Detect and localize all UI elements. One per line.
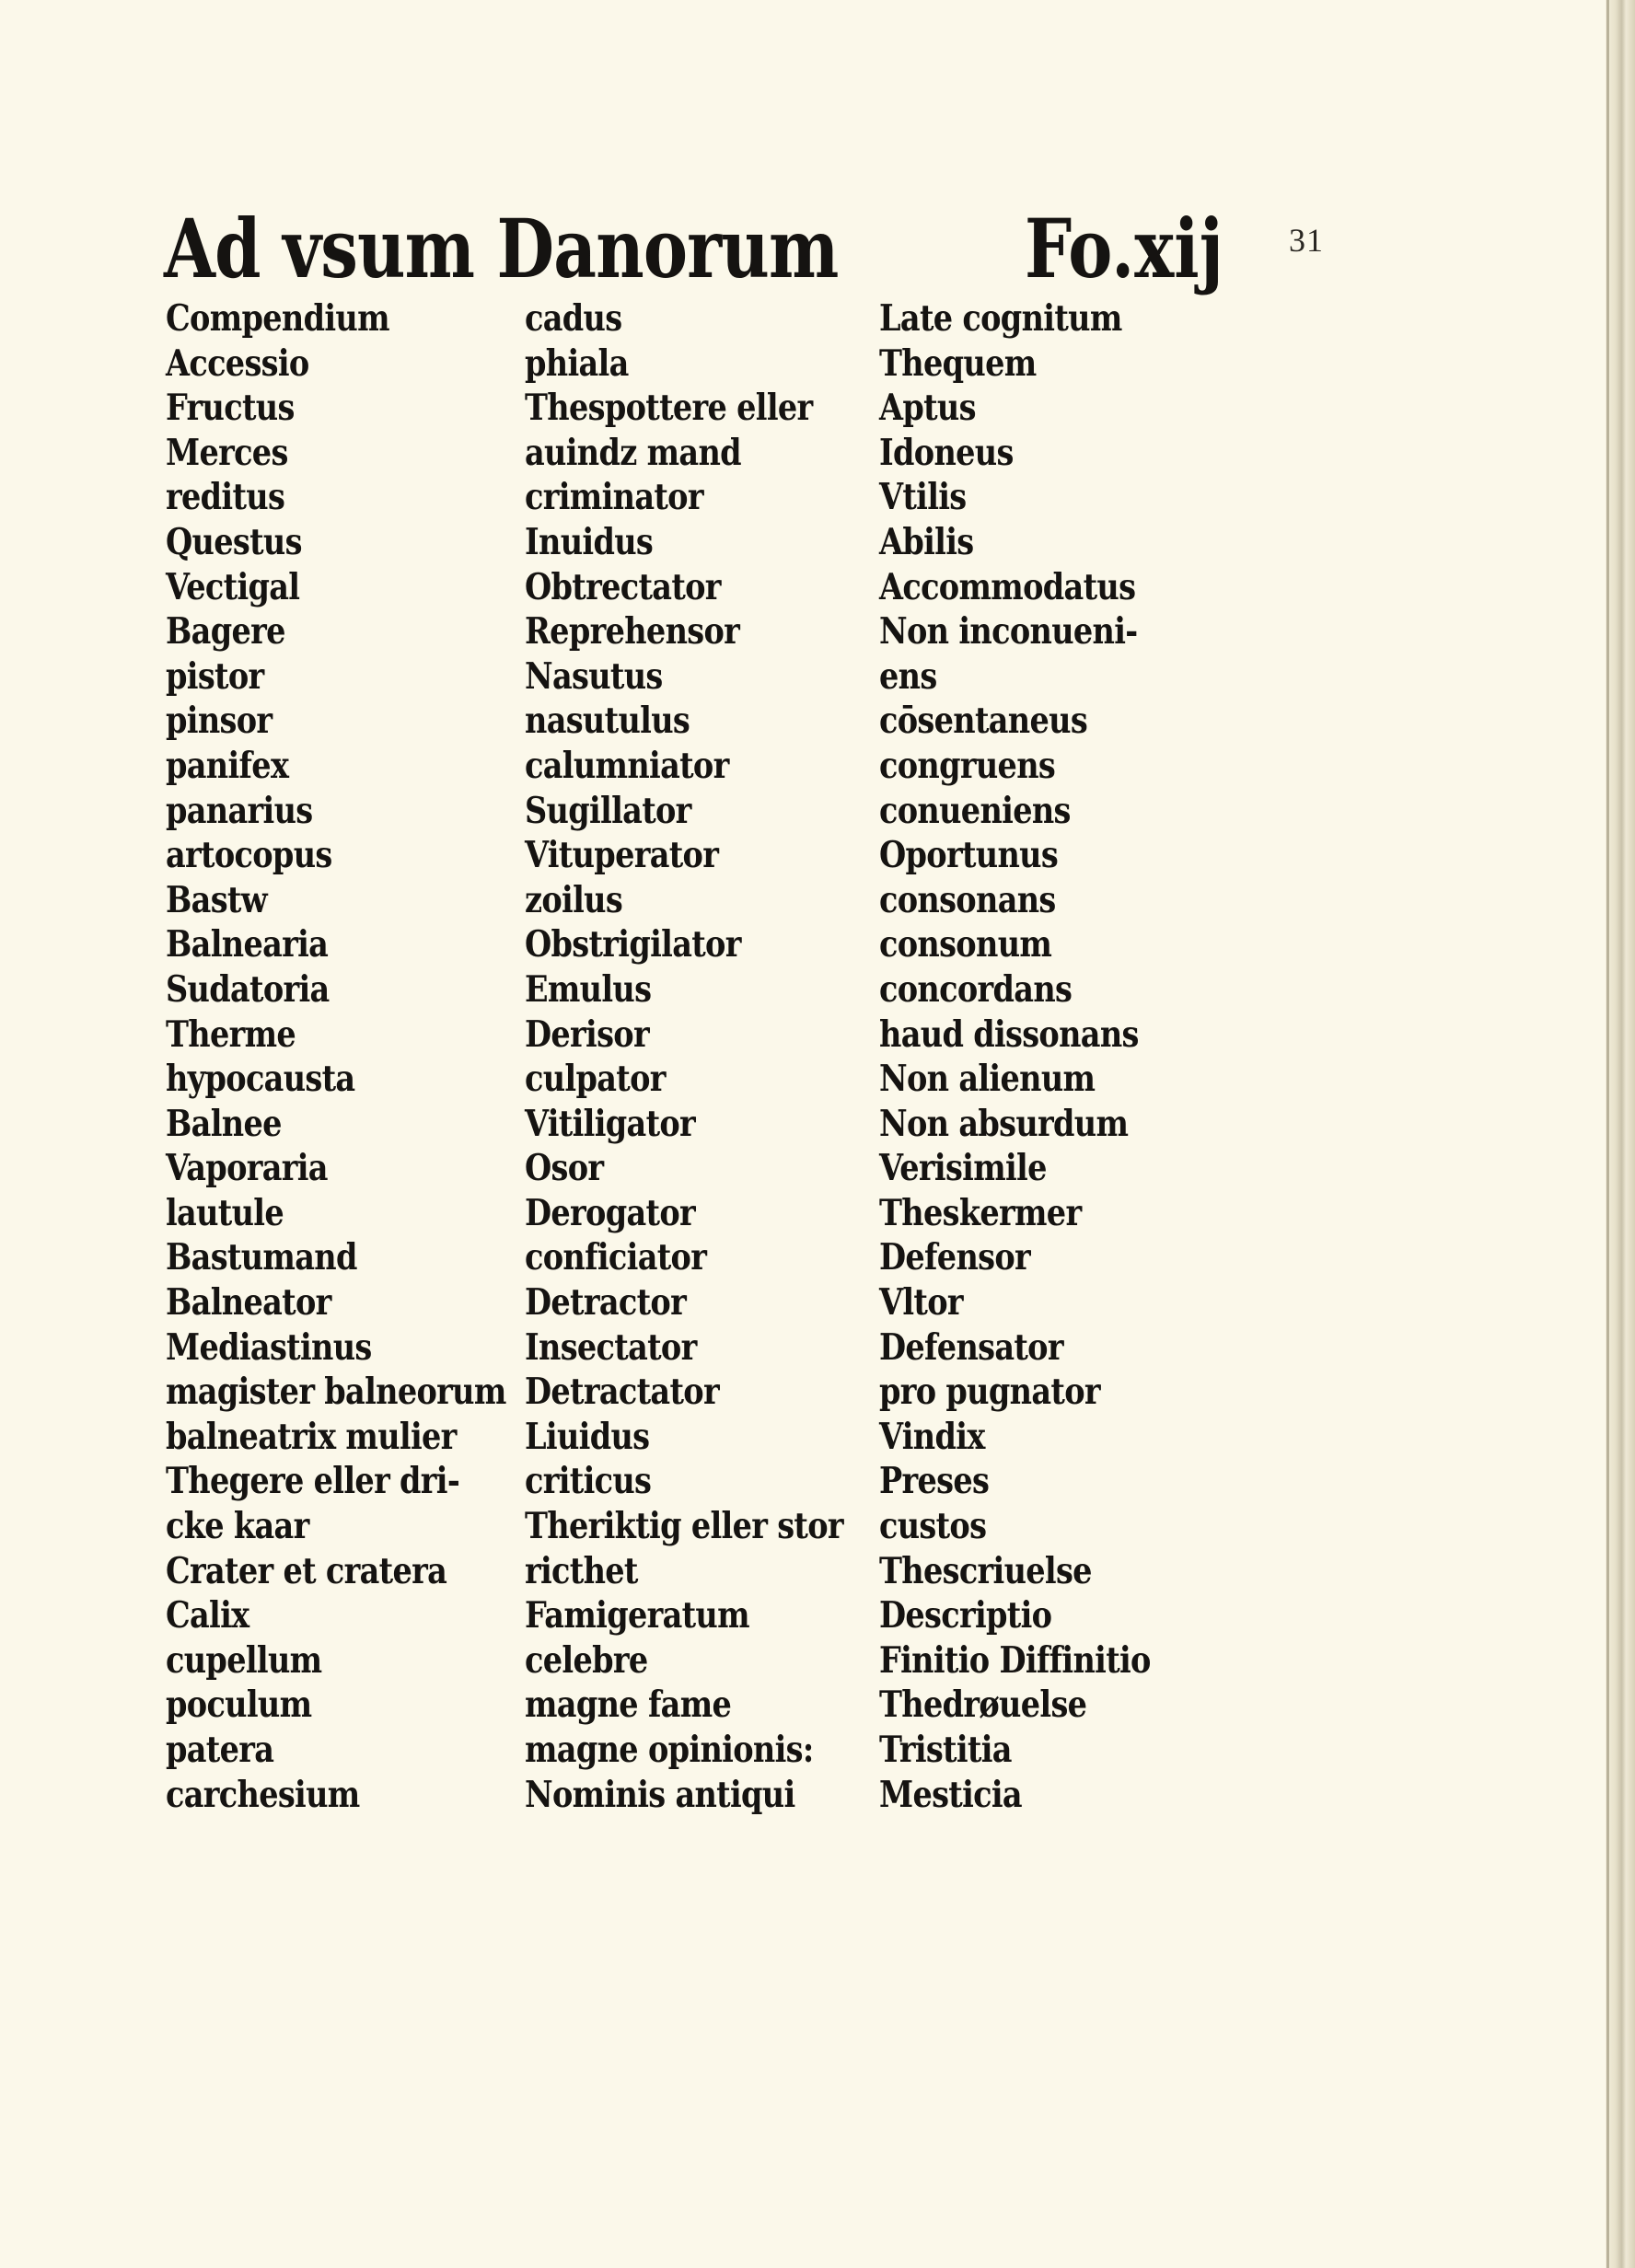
glossary-entry: magne fame (525, 1684, 732, 1727)
glossary-entry: Tristitia (879, 1729, 1012, 1771)
glossary-entry: ricthet (525, 1549, 638, 1592)
glossary-entry: Nasutus (525, 654, 663, 698)
page-edge-shadow (1606, 0, 1635, 2268)
glossary-entry: culpator (525, 1058, 666, 1101)
glossary-entry: Mediastinus (166, 1325, 372, 1369)
glossary-entry: consonans (879, 878, 1056, 921)
glossary-entry: cadus (525, 297, 622, 340)
glossary-entry: Bagere (166, 610, 285, 654)
glossary-entry: zoilus (525, 878, 623, 921)
glossary-entry: Preses (879, 1460, 990, 1503)
glossary-entry: Thescriuelse (879, 1549, 1092, 1592)
glossary-entry: criminator (525, 476, 703, 519)
glossary-entry: Defensator (879, 1325, 1063, 1369)
glossary-entry: reditus (166, 476, 285, 519)
glossary-entry: Fructus (166, 387, 295, 430)
glossary-entry: patera (166, 1729, 274, 1771)
glossary-entry: Thespottere eller (525, 387, 813, 430)
glossary-entry: Crater et cratera (166, 1549, 447, 1592)
glossary-entry: Non inconueni- (879, 610, 1138, 654)
glossary-entry: panarius (166, 789, 313, 832)
page-edge-line (1606, 0, 1609, 2268)
glossary-entry: carchesium (166, 1773, 360, 1816)
glossary-entry: Oportunus (879, 834, 1059, 877)
glossary-column-3 (879, 296, 1234, 1817)
glossary-entry: Idoneus (879, 431, 1014, 474)
glossary-entry: Famigeratum (525, 1594, 749, 1637)
glossary-entry: Aptus (879, 387, 976, 430)
glossary-entry: pistor (166, 654, 264, 698)
running-head-title: Ad vsum Danorum (164, 201, 839, 296)
glossary-entry: Defensor (879, 1236, 1031, 1279)
glossary-entry: Vtilis (879, 476, 967, 519)
glossary-entry: Finitio Diffinitio (879, 1638, 1151, 1682)
glossary-column-1 (166, 296, 516, 1817)
glossary-entry: Detractator (525, 1371, 719, 1414)
glossary-entry: custos (879, 1505, 987, 1548)
glossary-entry: Nominis antiqui (525, 1773, 795, 1816)
glossary-entry: Merces (166, 431, 288, 474)
running-head-folio: Fo.xij (1025, 201, 1223, 296)
glossary-entry: Osor (525, 1147, 604, 1190)
glossary-entry: Vitiligator (525, 1102, 696, 1145)
glossary-entry: balneatrix mulier (166, 1415, 457, 1458)
glossary-entry: Emulus (525, 967, 652, 1011)
glossary-entry: criticus (525, 1460, 652, 1503)
glossary-entry: Non absurdum (879, 1102, 1129, 1145)
glossary-column-2 (525, 296, 879, 1817)
glossary-entry: Accommodatus (879, 565, 1136, 608)
glossary-entry: artocopus (166, 834, 332, 877)
glossary-entry: poculum (166, 1684, 312, 1727)
glossary-entry: Derisor (525, 1012, 649, 1056)
glossary-entry: celebre (525, 1638, 648, 1682)
glossary-entry: hypocausta (166, 1058, 355, 1101)
glossary-entry: consonum (879, 923, 1052, 966)
glossary-entry: pinsor (166, 700, 272, 743)
glossary-entry: Thegere eller dri- (166, 1460, 460, 1503)
glossary-entry: cupellum (166, 1638, 322, 1682)
glossary-entry: Calix (166, 1594, 249, 1637)
glossary-entry: auindz mand (525, 431, 741, 474)
glossary-entry: magne opinionis: (525, 1729, 814, 1771)
glossary-entry: concordans (879, 967, 1073, 1011)
glossary-entry: Theskermer (879, 1191, 1082, 1234)
glossary-entry: phiala (525, 341, 629, 385)
glossary-entry: Balnee (166, 1102, 282, 1145)
glossary-entry: conficiator (525, 1236, 707, 1279)
glossary-entry: Theriktig eller stor (525, 1505, 843, 1548)
page-number: 31 (1289, 222, 1324, 259)
glossary-entry: Vaporaria (166, 1147, 328, 1190)
glossary-entry: lautule (166, 1191, 284, 1234)
glossary-entry: congruens (879, 744, 1056, 787)
glossary-entry: Balneator (166, 1281, 331, 1325)
glossary-entry: Verisimile (879, 1147, 1047, 1190)
glossary-entry: Abilis (879, 520, 974, 563)
glossary-entry: cke kaar (166, 1505, 309, 1548)
glossary-entry: Late cognitum (879, 297, 1122, 340)
glossary-entry: Obstrigilator (525, 923, 741, 966)
glossary-entry: Reprehensor (525, 610, 740, 654)
glossary-entry: Vindix (879, 1415, 985, 1458)
glossary-entry: magister balneorum (166, 1371, 506, 1414)
glossary-entry: nasutulus (525, 700, 690, 743)
glossary-entry: haud dissonans (879, 1012, 1139, 1056)
glossary-entry: cōsentaneus (879, 700, 1088, 743)
glossary-entry: calumniator (525, 744, 729, 787)
glossary-entry: panifex (166, 744, 289, 787)
glossary-entry: Non alienum (879, 1058, 1096, 1101)
glossary-entry: Vectigal (166, 565, 300, 608)
glossary-entry: Balnearia (166, 923, 329, 966)
glossary-entry: Liuidus (525, 1415, 650, 1458)
glossary-entry: Derogator (525, 1191, 695, 1234)
running-head (164, 201, 1223, 296)
glossary-entry: Thedrøuelse (879, 1684, 1087, 1727)
glossary-entry: Therme (166, 1012, 296, 1056)
glossary-entry: Descriptio (879, 1594, 1052, 1637)
glossary-entry: Vituperator (525, 834, 719, 877)
glossary-entry: Accessio (166, 341, 309, 385)
glossary-entry: Detractor (525, 1281, 687, 1325)
glossary-entry: Sudatoria (166, 967, 330, 1011)
glossary-entry: Bastumand (166, 1236, 357, 1279)
glossary-entry: ens (879, 654, 937, 698)
glossary-entry: Questus (166, 520, 302, 563)
glossary-entry: Obtrectator (525, 565, 721, 608)
glossary-entry: Insectator (525, 1325, 697, 1369)
glossary-entry: pro pugnator (879, 1371, 1100, 1414)
glossary-entry: Compendium (166, 297, 389, 340)
glossary-entry: Inuidus (525, 520, 654, 563)
glossary-entry: Mesticia (879, 1773, 1022, 1816)
glossary-entry: Sugillator (525, 789, 691, 832)
glossary-entry: conueniens (879, 789, 1071, 832)
glossary-entry: Bastw (166, 878, 267, 921)
glossary-entry: Vltor (879, 1281, 963, 1325)
glossary-entry: Thequem (879, 341, 1037, 385)
